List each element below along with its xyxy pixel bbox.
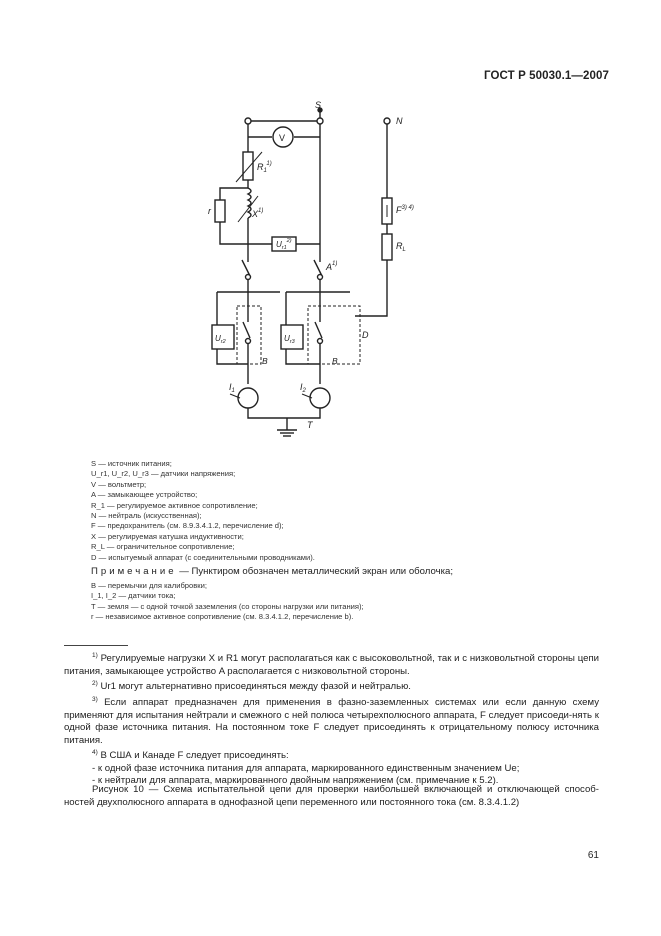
legend-item: U_r1, U_r2, U_r3 — датчики напряжения; (91, 469, 236, 479)
footnote-4: $^{4)}$ В США и Канаде F следует присоединять: (92, 749, 289, 762)
label-f: $F^{3) 4)}$ (396, 205, 414, 215)
page-number: 61 (587, 850, 599, 861)
label-i2: $I_2$ (300, 382, 306, 394)
standard-header: ГОСТ Р 50030.1—2007 (484, 70, 609, 82)
closing-switches-a (242, 257, 323, 280)
circuit-diagram (0, 0, 661, 460)
label-i1: $I_1$ (229, 382, 235, 394)
label-r1: $R_1^{1)}$ (257, 161, 272, 174)
legend-item: B — перемычки для калибровки; (91, 581, 207, 591)
label-t: T (307, 420, 313, 430)
label-rl: $R_L$ (396, 241, 406, 253)
resistor-r1 (243, 152, 253, 180)
legend-item: X — регулируемая катушка индуктивности; (91, 531, 244, 541)
diagram-note: Примечание — Пунктиром обозначен металлический экран или оболочка; (91, 566, 454, 578)
footnote-divider (64, 645, 128, 646)
label-a: $A^{1)}$ (326, 261, 338, 272)
legend-item: R_L — ограничительное сопротивление; (91, 542, 235, 552)
label-r: r (208, 206, 211, 216)
source-s-bus (245, 108, 390, 124)
figure-caption: Рисунок 10 — Схема испытательной цепи для проверки наибольшей включающей и отключающей способ-ностей двухполюсного аппарата в однофазной цепи переменного или постоянного тока (см. 8.3.4.1.2) (64, 784, 599, 808)
label-ur3: $U_{r3}$ (284, 334, 295, 345)
legend-item: V — вольтметр; (91, 479, 147, 489)
current-sensor-i1 (238, 388, 258, 408)
legend-item: r — независимое активное сопротивление (см. 8.3.4.1.2, перечисление b). (91, 612, 354, 622)
label-b1: B (262, 356, 268, 366)
legend-item: A — замыкающее устройство; (91, 490, 198, 500)
resistor-r (215, 200, 225, 222)
label-s: S (315, 100, 322, 110)
footnote-4a: - к одной фазе источника питания для аппарата, маркированного единственным значением Ue; (92, 762, 520, 774)
inductor-x (248, 188, 251, 218)
label-x: $X^{1)}$ (252, 208, 264, 219)
label-ur2: $U_{r2}$ (215, 334, 226, 345)
legend (91, 459, 611, 623)
footnote-3: $^{3)}$ Если аппарат предназначен для применения в фазно-заземленных системах или если данную схему применяют для испытания нейтрали и смежного с ней полюса четырехполюсного аппарата, F следует присоеди-нять к одной фазе источника питания. На постоянном токе F следует присоединять к отрицательному полюсу источника питания. (64, 695, 599, 746)
label-n: N (396, 116, 403, 126)
legend-item: F — предохранитель (см. 8.9.3.4.1.2, перечисление d); (91, 521, 284, 531)
current-sensor-i2 (310, 388, 330, 408)
label-v: V (279, 133, 286, 143)
label-d: D (362, 330, 369, 340)
legend-item: I_1, I_2 — датчики тока; (91, 591, 176, 601)
label-ur1: $U_{r1}^{2)}$ (276, 238, 292, 251)
footnotes (64, 650, 599, 788)
footnote-4b: - к нейтрали для аппарата, маркированного двойным напряжением (см. примечание к 5.2). (92, 775, 499, 787)
legend-item: N — нейтраль (искусственная); (91, 511, 202, 521)
resistor-rl (382, 234, 392, 260)
footnote-2: $^{2)}$ Ur1 могут альтернативно присоединяться между фазой и нейтралью. (92, 680, 411, 693)
footnote-1: $^{1)}$ Регулируемые нагрузки X и R1 могут располагаться как с высоковольтной, так и с низковольтной стороны цепи питания, замыкающее устройство A располагается с низковольтной стороны. (64, 652, 599, 677)
legend-item: R_1 — регулируемое активное сопротивление; (91, 500, 258, 510)
legend-item: T — земля — с одной точкой заземления (со стороны нагрузки или питания); (91, 601, 364, 611)
ground-symbol (277, 430, 297, 436)
label-b2: B (332, 356, 338, 366)
legend-item: D — испытуемый аппарат (с соединительными проводниками). (91, 552, 315, 562)
legend-item: S — источник питания; (91, 459, 172, 468)
